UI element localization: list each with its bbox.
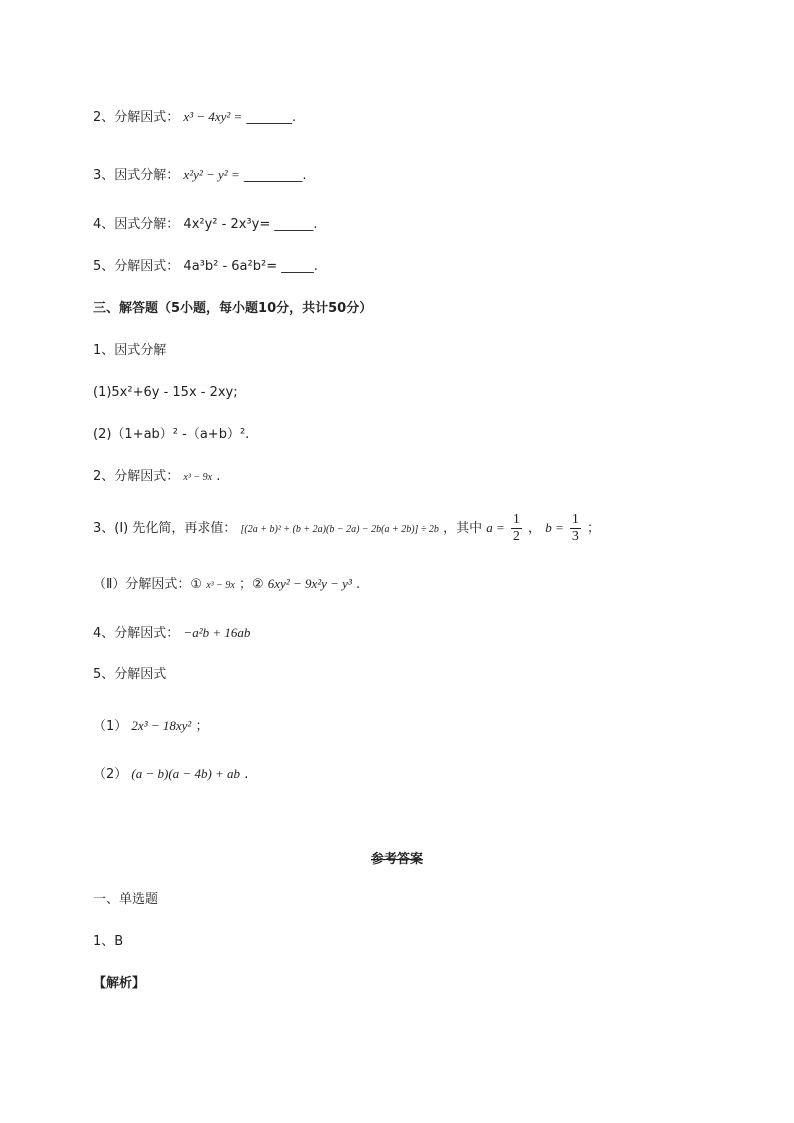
question-5	[93, 257, 318, 277]
problem-1-part-1: (1)5x²+6y - 15x - 2xy;	[93, 385, 238, 400]
punctuation: ；	[587, 521, 601, 536]
problem-4	[93, 623, 250, 644]
problem-label: 3、(Ⅰ) 先化简，再求值：	[93, 521, 237, 536]
numerator: 1	[571, 512, 579, 527]
punctuation: .	[216, 469, 221, 484]
question-label: 5、分解因式：	[93, 259, 180, 274]
fraction-a	[511, 512, 522, 545]
denominator: 3	[571, 529, 579, 544]
math-expression: 2x³ − 18xy²	[131, 718, 192, 733]
question-3	[93, 165, 307, 186]
math-expression: −a²b + 16ab	[183, 625, 251, 640]
fraction-b	[570, 512, 581, 545]
analysis-label: 【解析】	[93, 976, 146, 991]
numerator: 1	[512, 512, 520, 527]
answer-1: 1、B	[93, 934, 124, 949]
answer-blank: ______.	[274, 217, 318, 232]
problem-label: （Ⅱ）分解因式：①	[93, 577, 203, 592]
problem-label: 2、分解因式：	[93, 469, 180, 484]
problem-3-part-2	[93, 574, 360, 596]
answer-blank: _______.	[246, 110, 297, 125]
question-2	[93, 107, 296, 128]
math-expression: 4x²y² - 2x³y=	[183, 217, 271, 232]
question-label: 2、分解因式：	[93, 110, 180, 125]
problem-5-part-2	[93, 764, 248, 785]
question-4	[93, 215, 318, 235]
denominator: 2	[512, 529, 520, 544]
problem-label: 4、分解因式：	[93, 626, 180, 641]
question-label: 4、因式分解：	[93, 217, 180, 232]
problem-5-label: 5、分解因式	[93, 667, 167, 682]
problem-2	[93, 467, 220, 488]
question-label: 3、因式分解：	[93, 168, 180, 183]
separator: ；②	[238, 577, 264, 592]
answers-section-heading: 一、单选题	[93, 892, 159, 907]
punctuation: .	[356, 577, 361, 592]
math-expression: (a − b)(a − 4b) + ab	[131, 766, 241, 781]
section-heading: 三、解答题（5小题，每小题10分，共计50分）	[93, 301, 373, 316]
answer-blank: _________.	[243, 168, 307, 183]
math-expression: x²y² − y² =	[183, 167, 240, 182]
math-expression: x³ − 4xy² =	[183, 109, 243, 124]
math-expression: 4a³b² - 6a²b²=	[183, 259, 278, 274]
variable-b: b =	[545, 520, 564, 535]
problem-5-part-1	[93, 716, 208, 737]
problem-1-label: 1、因式分解	[93, 343, 167, 358]
punctuation: ，	[528, 521, 542, 536]
part-label: （1）	[93, 719, 128, 734]
part-label: （2）	[93, 767, 128, 782]
answers-title: 参考答案	[370, 852, 423, 867]
punctuation: ；	[195, 719, 209, 734]
answer-blank: _____.	[281, 259, 318, 274]
connector-text: ，其中	[443, 521, 483, 536]
variable-a: a =	[486, 520, 505, 535]
problem-3-part-1	[93, 512, 600, 546]
math-expression: x³ − 9x	[183, 472, 213, 483]
problem-1-part-2: (2)（1+ab）² -（a+b）².	[93, 427, 250, 442]
math-expression: x³ − 9x	[206, 580, 235, 591]
math-expression: 6xy² − 9x²y − y³	[267, 576, 352, 591]
math-expression: [(2a + b)² + (b + 2a)(b − 2a) − 2b(a + 2b)] ÷ 2b	[240, 524, 439, 535]
punctuation: .	[244, 767, 249, 782]
